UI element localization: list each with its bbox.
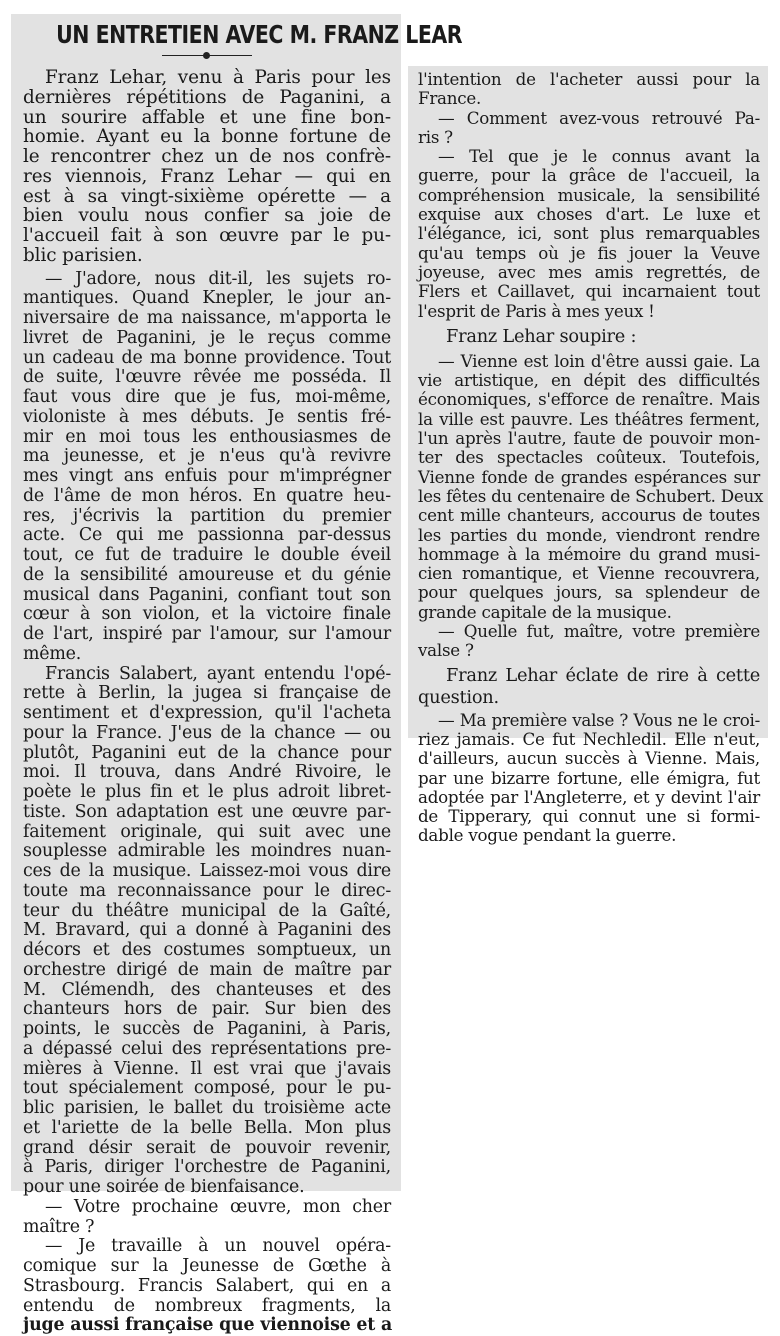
text-line: mières à Vienne. Il est vrai que j'avais <box>23 1058 391 1079</box>
text-line: de l'âme de mon héros. En quatre heu- <box>23 485 391 506</box>
text-line: — Je travaille à un nouvel opéra- <box>45 1236 391 1257</box>
text-line: mir en moi tous les enthousiasmes de <box>23 426 391 447</box>
text-line: un cadeau de ma bonne providence. Tout <box>23 347 391 368</box>
text-line: pour la France. J'eus de la chance — ou <box>23 722 391 743</box>
text-line: ma jeunesse, et je n'eus qu'à revivre <box>23 446 391 467</box>
text-line: Francis Salabert, ayant entendu l'opé- <box>45 663 391 684</box>
text-line: — Votre prochaine œuvre, mon cher <box>45 1196 391 1217</box>
text-line: la ville est pauvre. Les théâtres ferment, <box>418 408 760 429</box>
text-line: maître ? <box>23 1216 95 1237</box>
text-line: Strasbourg. Francis Salabert, qui en a <box>23 1275 391 1296</box>
text-line: sentiment et d'expression, qu'il l'acheta <box>23 703 391 723</box>
text-line: plutôt, Paganini eut de la chance pour <box>23 742 391 763</box>
text-line: de suite, l'œuvre rêvée me posséda. Il <box>23 367 391 388</box>
text-line: comique sur la Jeunesse de Gœthe à <box>23 1256 391 1276</box>
text-line: l'intention de l'acheter aussi pour la <box>418 69 760 89</box>
text-line: moi. Il trouva, dans André Rivoire, le <box>23 762 391 783</box>
text-line: violoniste à mes débuts. Je sentis fré- <box>23 406 391 427</box>
text-line: ter des spectacles coûteux. Toutefois, <box>418 447 760 468</box>
paragraph-goethe <box>23 1237 391 1336</box>
paragraph-first-waltz-answer <box>418 711 760 846</box>
text-line: l'accueil fait à son œuvre par le pu- <box>23 225 391 246</box>
text-line: livret de Paganini, je le reçus comme <box>23 327 391 348</box>
text-line: adoptée par l'Angleterre, et y devint l'air <box>418 786 760 807</box>
text-line: res, j'écrivis la partition du premier <box>23 505 391 526</box>
article-title: UN ENTRETIEN AVEC M. FRANZ LEAR <box>56 20 463 49</box>
paragraph-question-paris <box>418 109 760 148</box>
text-line: vie artistique, en dépit des difficultés <box>418 370 760 391</box>
text-line: le rencontrer chez un de nos confrè- <box>23 146 391 167</box>
text-line: économiques, s'efforce de renaître. Mais <box>418 389 760 410</box>
text-line: — Tel que je le connus avant la <box>438 146 760 167</box>
text-line: à Paris, diriger l'orchestre de Paganini, <box>23 1157 391 1178</box>
text-line: chanteurs hors de pair. Sur bien des <box>23 999 391 1020</box>
text-line: France. <box>418 88 482 109</box>
text-line: mantiques. Quand Knepler, le jour an- <box>23 288 391 309</box>
text-line: exquise aux choses d'art. Le luxe et <box>418 204 760 225</box>
title-ornament-rule <box>162 50 252 62</box>
text-line: juge aussi française que viennoise et a <box>23 1315 393 1336</box>
text-line: souplesse admirable les moindres nuan- <box>23 841 391 862</box>
text-line: et l'ariette de la belle Bella. Mon plus <box>23 1117 391 1138</box>
text-line: dable vogue pendant la guerre. <box>418 825 677 846</box>
text-line: acte. Ce qui me passionna par-dessus <box>23 525 391 546</box>
subhead-lehar-laughs <box>418 665 760 708</box>
text-line: est à sa vingt-sixième opérette — a <box>23 185 391 207</box>
text-line: valse ? <box>418 640 474 661</box>
text-line: même. <box>23 643 82 664</box>
text-line: pour une soirée de bienfaisance. <box>23 1177 305 1197</box>
text-line: points, le succès de Paganini, à Paris, <box>23 1019 391 1039</box>
paragraph-paris-answer <box>418 147 760 321</box>
text-line: — Quelle fut, maître, votre première <box>438 621 760 642</box>
text-line: — J'adore, nous dit-il, les sujets ro- <box>45 268 391 289</box>
text-line: un sourire affable et une fine bon- <box>23 106 391 128</box>
text-line: blic parisien, le ballet du troisième acte <box>23 1098 391 1118</box>
text-line: d'ailleurs, aucun succès à Vienne. Mais, <box>418 748 760 769</box>
text-line: question. <box>418 686 499 708</box>
text-line: dernières répétitions de Paganini, a <box>23 86 391 108</box>
text-line: blic parisien. <box>23 244 143 266</box>
text-line: rette à Berlin, la jugea si française de <box>23 683 391 704</box>
text-line: teur du théâtre municipal de la Gaîté, <box>23 900 391 921</box>
paragraph-salabert <box>23 665 391 1198</box>
text-line: les fêtes du centenaire de Schubert. Deux <box>418 485 764 506</box>
text-line: cent mille chanteurs, accourus de toutes <box>418 505 760 526</box>
text-line: bien voulu nous confier sa joie de <box>23 205 391 227</box>
text-line: de l'art, inspiré par l'amour, sur l'amour <box>23 624 391 644</box>
text-line: cœur à son violon, et la victoire finale <box>23 604 391 625</box>
text-line: entendu de nombreux fragments, la <box>23 1295 391 1316</box>
text-line: l'un après l'autre, faute de pouvoir mon- <box>418 428 760 449</box>
text-line: — Vienne est loin d'être aussi gaie. La <box>438 350 760 371</box>
text-line: M. Clémendh, des chanteuses et des <box>23 979 391 1000</box>
text-line: compréhension musicale, la sensibilité <box>418 184 760 205</box>
text-line: faitement originale, qui suit avec une <box>23 821 391 842</box>
text-line: faut vous dire que je fus, moi-même, <box>23 387 391 407</box>
text-line: niversaire de ma naissance, m'apporta le <box>23 308 391 328</box>
text-line: res viennois, Franz Lehar — qui en <box>23 165 391 187</box>
text-line: musical dans Paganini, confiant tout son <box>23 584 391 605</box>
text-line: Flers et Caillavet, qui incarnaient tout <box>418 281 760 302</box>
text-line: ces de la musique. Laissez-moi vous dire <box>23 861 391 881</box>
paragraph-intro <box>23 68 391 266</box>
text-line: poète le plus fin et le plus adroit libret- <box>23 782 391 802</box>
text-line: mes vingt ans enfuis pour m'imprégner <box>23 466 391 486</box>
text-line: — Comment avez-vous retrouvé Pa- <box>438 107 760 128</box>
text-line: l'élégance, ici, sont plus remarquables <box>418 223 760 244</box>
text-line: joyeuse, avec mes amis regrettés, de <box>418 261 760 282</box>
text-line: hommage à la mémoire du grand musi- <box>418 543 760 564</box>
text-line: Franz Lehar éclate de rire à cette <box>446 664 760 686</box>
text-line: qu'au temps où je fis jouer la Veuve <box>418 242 760 263</box>
text-line: M. Bravard, qui a donné à Paganini des <box>23 920 391 941</box>
paragraph-question-next-work <box>23 1198 391 1238</box>
paragraph-continuation <box>418 70 760 109</box>
text-line: homie. Ayant eu la bonne fortune de <box>23 126 391 148</box>
text-line: cien romantique, et Vienne recouvrera, <box>418 563 760 584</box>
text-line: — Ma première valse ? Vous ne le croi- <box>438 709 760 730</box>
text-line: Vienne fonde de grandes espérances sur <box>418 466 760 487</box>
text-line: de Tipperary, qui connut une si formi- <box>418 806 760 827</box>
text-line: de la sensibilité amoureuse et du génie <box>23 564 391 585</box>
paragraph-romantic-subjects <box>23 270 391 665</box>
text-line: orchestre dirigé de main de maître par <box>23 959 391 980</box>
text-line: tout, ce fut de traduire le double éveil <box>23 545 391 565</box>
text-line: Franz Lehar, venu à Paris pour les <box>45 67 391 88</box>
text-line: tiste. Son adaptation est une œuvre par- <box>23 801 391 822</box>
text-line: grand désir serait de pouvoir revenir, <box>23 1137 391 1158</box>
text-line: ris ? <box>418 126 453 147</box>
paragraph-vienna <box>418 350 764 622</box>
text-line: par une bizarre fortune, elle émigra, fut <box>418 767 760 788</box>
text-line: pour quelques jours, sa splendeur de <box>418 582 760 603</box>
text-line: toute ma reconnaissance pour le direc- <box>23 880 391 901</box>
text-line: a dépassé celui des représentations pre- <box>23 1038 391 1059</box>
text-line: riez jamais. Ce fut Nechledil. Elle n'eut, <box>418 728 760 749</box>
text-line: l'esprit de Paris à mes yeux ! <box>418 300 655 321</box>
text-line: guerre, pour la grâce de l'accueil, la <box>418 165 760 186</box>
text-line: les parties du monde, viendront rendre <box>418 524 760 545</box>
subhead-lehar-sighs: Franz Lehar soupire : <box>446 325 637 347</box>
right-column <box>408 66 768 846</box>
paragraph-question-first-waltz <box>418 622 760 661</box>
text-line: tout spécialement composé, pour le pu- <box>23 1078 391 1099</box>
text-line: décors et des costumes somptueux, un <box>23 940 391 960</box>
text-line: grande capitale de la musique. <box>418 601 672 622</box>
